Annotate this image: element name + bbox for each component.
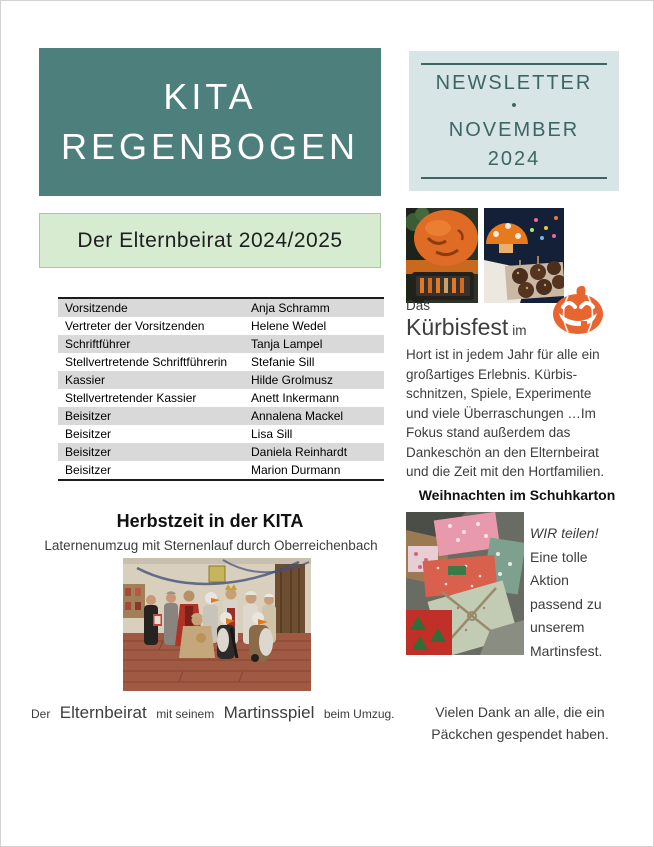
issue-month-label: NOVEMBER [448,118,580,141]
issue-newsletter-label: NEWSLETTER [435,72,593,95]
kuerbisfest-paragraph [406,345,641,482]
schuhkarton-heading: Weihnachten im Schuhkarton [418,487,616,503]
paragraph-line: und viele Überraschungen …Im [406,405,596,421]
martinsspiel-group-photo [123,558,311,691]
thanks-line: Vielen Dank an alle, die ein [435,704,605,720]
table-cell-role: Beisitzer [65,409,112,423]
table-cell-name: Daniela Reinhardt [251,445,348,459]
issue-inner [421,63,607,179]
masthead-title-line2: REGENBOGEN [60,126,360,167]
aside-line: passend zu [530,595,602,612]
paragraph-line: Fokus stand außerdem das [406,425,571,440]
table-row [58,425,384,443]
table-row [58,389,384,407]
table-cell-name: Marion Durmann [251,463,341,477]
table-row [58,371,384,389]
paragraph-line: schnitzen, Spiele, Experimente [406,386,592,401]
table-cell-name: Lisa Sill [251,427,293,441]
herbstzeit-heading: Herbstzeit in der KITA [116,511,304,531]
table-row [58,443,384,461]
caption-part: mit seinem [156,707,215,721]
elternbeirat-table [58,297,384,481]
presents-photo [406,512,524,655]
caption-part: Elternbeirat [59,703,147,722]
table-cell-name: Annalena Mackel [251,409,344,423]
thanks-line: Päckchen gespendet haben. [431,726,609,742]
thanks-note [403,701,637,745]
table-cell-role: Vorsitzende [65,301,128,315]
table-cell-role: Vertreter der Vorsitzenden [65,319,205,333]
kuerbisfest-lead [406,298,556,341]
table-cell-name: Stefanie Sill [251,355,315,369]
paragraph-line: Dankeschön an den Elternbeirat [406,444,599,460]
pumpkin-icon [552,285,605,335]
martinsspiel-caption [31,703,395,723]
table-cell-name: Hilde Grolmusz [251,373,334,387]
table-row [58,335,384,353]
kuerbisfest-lead-tail: im [512,323,527,338]
masthead-title-box [39,48,381,196]
paragraph-line: Hort ist in jedem Jahr für alle ein [406,347,600,362]
paragraph-line: großartiges Erlebnis. Kürbis- [406,366,578,382]
caption-part: Der [31,707,51,721]
table-row [58,353,384,371]
aside-line: unserem [530,619,585,635]
table-cell-role: Kassier [65,373,106,387]
table-cell-name: Helene Wedel [251,319,327,333]
table-row [58,407,384,425]
table-cell-name: Tanja Lampel [251,337,323,351]
masthead-title-line1: KITA [163,76,257,117]
kuerbisfest-lead-small: Das [406,298,431,313]
aside-line: Martinsfest. [530,642,603,659]
table-cell-role: Schriftführer [65,337,131,351]
caption-part: Martinsspiel [223,703,315,722]
table-cell-role: Stellvertretender Kassier [65,391,197,405]
issue-box [409,51,619,191]
table-cell-role: Beisitzer [65,463,112,477]
table-cell-role: Stellvertretende Schriftführerin [65,355,228,369]
table-row [58,317,384,335]
table-cell-role: Beisitzer [65,427,112,441]
issue-year-label: 2024 [487,147,541,170]
aside-line: WIR teilen! [530,525,599,541]
aside-line: Aktion [530,572,569,588]
table-cell-role: Beisitzer [65,445,112,459]
table-row [58,299,384,317]
kuerbisfest-lead-large: Kürbisfest [406,314,509,340]
elternbeirat-banner: Der Elternbeirat 2024/2025 [39,213,381,268]
issue-bullet: • [511,97,517,115]
schuhkarton-aside [530,522,636,663]
table-cell-name: Anja Schramm [251,301,330,315]
table-cell-name: Anett Inkermann [251,391,340,405]
pumpkin-carving-photo [406,208,478,303]
paragraph-line: und die Zeit mit den Hortfamilien. [406,464,605,479]
caption-part: beim Umzug. [323,707,395,721]
herbstzeit-subheading: Laternenumzug mit Sternenlauf durch Oberreichenbach [44,538,378,553]
table-row [58,461,384,479]
aside-line: Eine tolle [530,548,588,565]
